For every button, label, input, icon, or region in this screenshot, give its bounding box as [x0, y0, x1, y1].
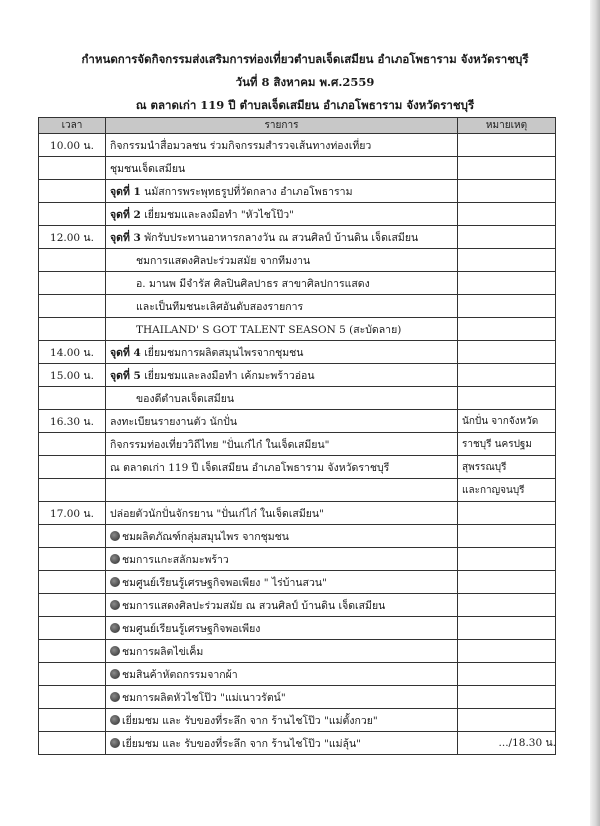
bullet-icon	[110, 738, 120, 748]
activity-text: กิจกรรมท่องเที่ยววิถีไทย "ปั่นเก๋ไก๋ ในเจ็ดเสมียน"	[110, 438, 330, 451]
note-cell	[458, 502, 556, 525]
continuation-note: .../18.30 น.	[498, 737, 556, 749]
time-cell: 12.00 น.	[39, 226, 106, 249]
time-cell	[39, 617, 106, 640]
note-cell	[458, 249, 556, 272]
activity-text: เยี่ยมชม และ รับของที่ระลึก จาก ร้านไชโป๊ว "แม่ลุ้น"	[122, 737, 361, 750]
activity-text: ชมศูนย์เรียนรู้เศรษฐกิจพอเพียง " ไร่บ้านสวน"	[122, 576, 327, 589]
note-cell: สุพรรณบุรี	[458, 456, 556, 479]
table-row	[39, 318, 556, 341]
activity-cell	[106, 318, 458, 341]
activity-text: ของดีตำบลเจ็ดเสมียน	[136, 392, 235, 405]
table-row	[39, 594, 556, 617]
note-cell	[458, 295, 556, 318]
document-title: กำหนดการจัดกิจกรรมส่งเสริมการท่องเที่ยวตำบลเจ็ดเสมียน อำเภอโพธาราม จังหวัดราชบุรี	[81, 52, 529, 66]
note-cell	[458, 640, 556, 663]
activity-cell	[106, 226, 458, 249]
activity-cell	[106, 571, 458, 594]
note-cell	[458, 525, 556, 548]
time-cell	[39, 318, 106, 341]
activity-text: ณ ตลาดเก่า 119 ปี เจ็ดเสมียน อำเภอโพธาราม จังหวัดราชบุรี	[110, 461, 390, 474]
table-row	[39, 571, 556, 594]
note-cell	[458, 203, 556, 226]
table-row	[39, 525, 556, 548]
activity-text: นมัสการพระพุทธรูปที่วัดกลาง อำเภอโพธาราม	[140, 185, 353, 198]
activity-cell	[106, 433, 458, 456]
stop-number: จุดที่ 5	[110, 369, 141, 382]
bullet-icon	[110, 600, 120, 610]
note-cell	[458, 617, 556, 640]
table-row	[39, 456, 556, 479]
activity-text: และเป็นทีมชนะเลิศอันดับสองรายการ	[136, 300, 304, 313]
activity-text: THAILAND' S GOT TALENT SEASON 5 (สะบัดลาย)	[136, 323, 402, 336]
time-cell: 16.30 น.	[39, 410, 106, 433]
activity-text: ลงทะเบียนรายงานตัว นักปั่น	[110, 415, 238, 428]
activity-text: เยี่ยมชม และ รับของที่ระลึก จาก ร้านไชโป๊ว "แม่ตั้งกวย"	[122, 714, 378, 727]
note-cell	[458, 571, 556, 594]
table-row	[39, 226, 556, 249]
document-date: วันที่ 8 สิงหาคม พ.ศ.2559	[235, 75, 375, 89]
time-cell: 17.00 น.	[39, 502, 106, 525]
note-cell	[458, 364, 556, 387]
activity-cell	[106, 456, 458, 479]
note-cell	[458, 387, 556, 410]
note-cell	[458, 318, 556, 341]
time-cell	[39, 594, 106, 617]
activity-cell	[106, 134, 458, 157]
note-cell	[458, 226, 556, 249]
activity-text: ชมการแสดงศิลปะร่วมสมัย จากทีมงาน	[136, 254, 311, 267]
time-cell: 15.00 น.	[39, 364, 106, 387]
table-row	[39, 686, 556, 709]
time-cell	[39, 295, 106, 318]
bullet-icon	[110, 577, 120, 587]
activity-text: ชมสินค้าหัตถกรรมจากผ้า	[122, 668, 238, 681]
stop-number: จุดที่ 3	[110, 231, 141, 244]
activity-cell	[106, 594, 458, 617]
bullet-icon	[110, 669, 120, 679]
time-cell	[39, 203, 106, 226]
activity-cell	[106, 364, 458, 387]
column-header-item: รายการ	[106, 118, 458, 134]
table-row	[39, 387, 556, 410]
activity-cell	[106, 157, 458, 180]
bullet-icon	[110, 646, 120, 656]
table-row	[39, 502, 556, 525]
activity-cell	[106, 617, 458, 640]
activity-text: อ. มานพ มีจำรัส ศิลปินศิลปาธร สาขาศิลปการแสดง	[136, 277, 370, 290]
time-cell	[39, 732, 106, 755]
activity-cell	[106, 663, 458, 686]
activity-text: ชมการผลิตหัวไชโป๊ว "แม่เนาวรัตน์"	[122, 691, 286, 704]
table-row	[39, 272, 556, 295]
note-cell: และกาญจนบุรี	[458, 479, 556, 502]
time-cell	[39, 548, 106, 571]
activity-cell	[106, 479, 458, 502]
activity-cell	[106, 410, 458, 433]
activity-text: กิจกรรมนำสื่อมวลชน ร่วมกิจกรรมสำรวจเส้นทางท่องเที่ยว	[110, 139, 372, 152]
document-venue: ณ ตลาดเก่า 119 ปี ตำบลเจ็ดเสมียน อำเภอโพธาราม จังหวัดราชบุรี	[135, 98, 475, 112]
note-cell	[458, 341, 556, 364]
activity-text: ชมผลิตภัณฑ์กลุ่มสมุนไพร จากชุมชน	[122, 530, 289, 543]
stop-number: จุดที่ 2	[110, 208, 141, 221]
activity-cell	[106, 732, 458, 755]
activity-text: พักรับประทานอาหารกลางวัน ณ สวนศิลป์ บ้านดิน เจ็ดเสมียน	[140, 231, 419, 244]
note-cell	[458, 686, 556, 709]
note-cell	[458, 272, 556, 295]
table-row	[39, 180, 556, 203]
time-cell	[39, 525, 106, 548]
time-cell	[39, 479, 106, 502]
schedule-body	[39, 134, 556, 755]
table-row	[39, 732, 556, 755]
activity-cell	[106, 341, 458, 364]
column-header-time: เวลา	[39, 118, 106, 134]
activity-text: ชุมชนเจ็ดเสมียน	[110, 162, 186, 175]
stop-number: จุดที่ 1	[110, 185, 141, 198]
column-header-note: หมายเหตุ	[458, 118, 556, 134]
time-cell	[39, 180, 106, 203]
activity-cell	[106, 295, 458, 318]
note-cell: นักปั่น จากจังหวัด	[458, 410, 556, 433]
activity-cell	[106, 203, 458, 226]
time-cell	[39, 686, 106, 709]
time-cell	[39, 249, 106, 272]
note-cell	[458, 157, 556, 180]
activity-cell	[106, 640, 458, 663]
scan-shadow-edge	[590, 0, 600, 826]
time-cell	[39, 433, 106, 456]
table-row	[39, 134, 556, 157]
activity-cell	[106, 525, 458, 548]
activity-text: เยี่ยมชมและลงมือทำ เค้กมะพร้าวอ่อน	[140, 369, 315, 382]
bullet-icon	[110, 554, 120, 564]
activity-text: เยี่ยมชมและลงมือทำ "หัวไชโป๊ว"	[140, 208, 294, 221]
activity-cell	[106, 387, 458, 410]
activity-cell	[106, 272, 458, 295]
schedule-table	[38, 117, 556, 755]
time-cell	[39, 272, 106, 295]
bullet-icon	[110, 715, 120, 725]
time-cell: 14.00 น.	[39, 341, 106, 364]
activity-text: ปล่อยตัวนักปั่นจักรยาน "ปั่นเก๋ไก๋ ในเจ็ดเสมียน"	[110, 507, 324, 520]
activity-cell	[106, 686, 458, 709]
table-header-row	[39, 118, 556, 134]
activity-text: ชมการผลิตไข่เค็ม	[122, 645, 204, 658]
table-row	[39, 617, 556, 640]
note-cell	[458, 709, 556, 732]
time-cell	[39, 571, 106, 594]
activity-cell	[106, 249, 458, 272]
note-cell: ราชบุรี นครปฐม	[458, 433, 556, 456]
activity-text: เยี่ยมชมการผลิตสมุนไพรจากชุมชน	[140, 346, 304, 359]
table-row	[39, 249, 556, 272]
note-cell	[458, 134, 556, 157]
time-cell	[39, 709, 106, 732]
time-cell	[39, 157, 106, 180]
activity-text: ชมการแสดงศิลปะร่วมสมัย ณ สวนศิลป์ บ้านดิน เจ็ดเสมียน	[122, 599, 386, 612]
note-cell	[458, 663, 556, 686]
time-cell	[39, 663, 106, 686]
note-cell	[458, 594, 556, 617]
activity-cell	[106, 709, 458, 732]
table-row	[39, 663, 556, 686]
table-row	[39, 479, 556, 502]
table-row	[39, 548, 556, 571]
table-row	[39, 433, 556, 456]
time-cell	[39, 387, 106, 410]
note-cell	[458, 548, 556, 571]
stop-number: จุดที่ 4	[110, 346, 141, 359]
table-row	[39, 640, 556, 663]
table-row	[39, 410, 556, 433]
time-cell	[39, 640, 106, 663]
bullet-icon	[110, 692, 120, 702]
bullet-icon	[110, 623, 120, 633]
activity-cell	[106, 180, 458, 203]
table-row	[39, 295, 556, 318]
table-row	[39, 157, 556, 180]
note-cell	[458, 180, 556, 203]
table-row	[39, 203, 556, 226]
bullet-icon	[110, 531, 120, 541]
time-cell	[39, 456, 106, 479]
activity-cell	[106, 502, 458, 525]
table-row	[39, 364, 556, 387]
table-row	[39, 341, 556, 364]
activity-text: ชมการแกะสลักมะพร้าว	[122, 553, 229, 566]
activity-cell	[106, 548, 458, 571]
activity-text: ชมศูนย์เรียนรู้เศรษฐกิจพอเพียง	[122, 622, 261, 635]
time-cell: 10.00 น.	[39, 134, 106, 157]
table-row	[39, 709, 556, 732]
